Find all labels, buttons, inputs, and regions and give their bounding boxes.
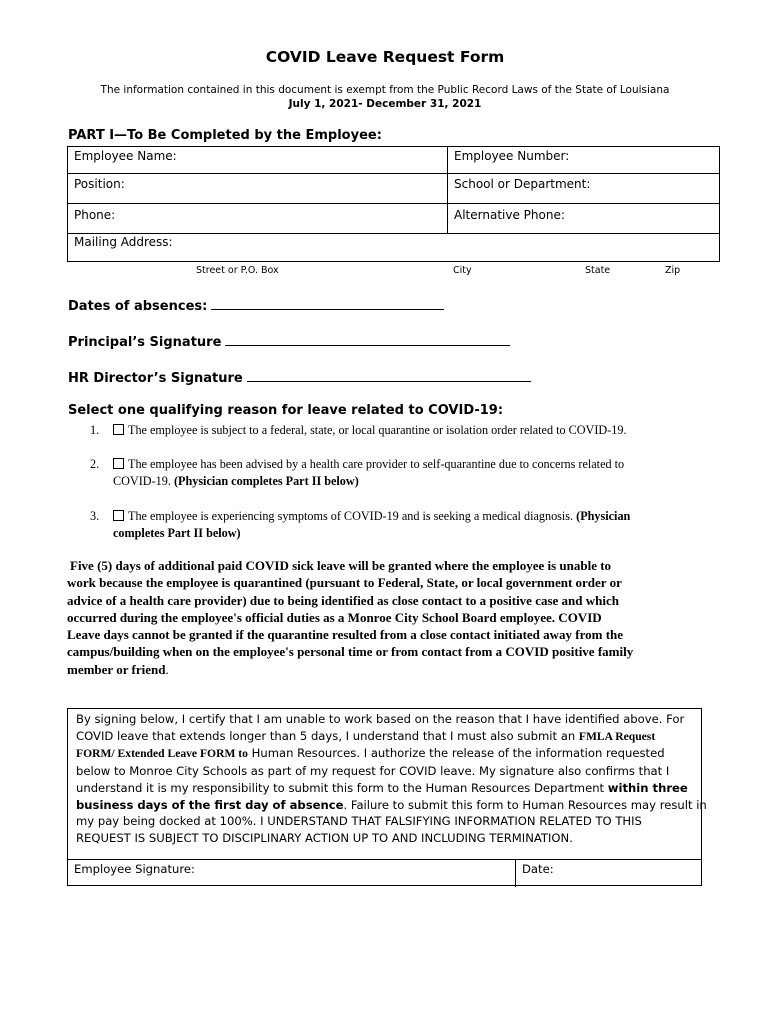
principal-signature-label: Principal’s Signature <box>68 335 222 350</box>
reason-heading: Select one qualifying reason for leave related to COVID-19: <box>68 403 504 418</box>
hr-director-signature-row <box>68 369 531 386</box>
employee-info-table <box>67 146 720 262</box>
cert-deadline-bold: within three <box>607 780 688 795</box>
table-row <box>68 859 701 887</box>
cert-line <box>76 728 696 746</box>
policy-line: advice of a health care provider) due to being identified as close contact to a positive case and which <box>67 592 619 608</box>
cert-text-span: COVID leave that extends longer than 5 days, I understand that I must also submit an <box>76 728 579 743</box>
cert-line <box>76 780 696 797</box>
cert-line <box>76 797 707 814</box>
table-row <box>68 174 719 204</box>
policy-line <box>67 661 717 678</box>
hr-director-signature-label: HR Director’s Signature <box>68 371 243 386</box>
reason-3-text: The employee is experiencing symptoms of COVID-19 and is seeking a medical diagnosis. <box>128 509 574 523</box>
reason-2-text: The employee has been advised by a health care provider to self-quarantine due to concerns related to <box>128 457 625 471</box>
cert-fmla-bold: FMLA Request <box>578 729 656 743</box>
dates-of-absences-label: Dates of absences: <box>68 299 208 314</box>
employee-number-field[interactable] <box>447 147 720 173</box>
certification-box <box>67 708 707 886</box>
form-title: COVID Leave Request Form <box>265 48 505 66</box>
phone-label: Phone: <box>74 208 116 222</box>
employee-name-field[interactable] <box>68 147 448 173</box>
cert-line: below to Monroe City Schools as part of my request for COVID leave. My signature also confirms that I <box>76 764 670 779</box>
reason-1-checkbox[interactable] <box>113 424 124 435</box>
address-city-sublabel: City <box>453 265 472 276</box>
certification-text <box>76 711 707 847</box>
date-field[interactable] <box>515 860 701 887</box>
reason-1-text: The employee is subject to a federal, state, or local quarantine or isolation order related to COVID-19. <box>128 423 627 437</box>
mailing-address-label: Mailing Address: <box>74 235 173 249</box>
address-state-sublabel: State <box>585 265 611 276</box>
reason-3-checkbox[interactable] <box>113 510 124 521</box>
alt-phone-label: Alternative Phone: <box>454 208 565 222</box>
reason-number: 3. <box>90 509 100 523</box>
cert-text-span: Human Resources. I authorize the release of the information requested <box>247 746 665 761</box>
policy-line: occurred during the employee's official duties as a Monroe City School Board employee. COVID <box>67 609 602 625</box>
reason-number: 2. <box>90 457 100 471</box>
policy-line: Five (5) days of additional paid COVID sick leave will be granted where the employee is unable to <box>70 558 612 573</box>
policy-line: Leave days cannot be granted if the quarantine resulted from a close contact initiated away from the <box>67 627 624 643</box>
employee-signature-label: Employee Signature: <box>74 862 195 876</box>
reason-number: 1. <box>90 423 100 437</box>
address-street-sublabel: Street or P.O. Box <box>196 265 279 276</box>
principal-signature-line[interactable] <box>225 333 510 346</box>
table-row <box>68 204 719 234</box>
school-department-field[interactable] <box>447 174 720 203</box>
cert-form-bold: FORM/ Extended Leave FORM to <box>76 747 248 761</box>
employee-signature-field[interactable] <box>68 860 516 887</box>
list-item <box>90 422 730 442</box>
address-zip-sublabel: Zip <box>665 265 681 276</box>
part1-heading: PART I—To Be Completed by the Employee: <box>68 128 382 143</box>
employee-number-label: Employee Number: <box>454 149 570 163</box>
reason-2-checkbox[interactable] <box>113 458 124 469</box>
table-row <box>68 147 719 174</box>
reason-3-note-cont: completes Part II below) <box>113 526 241 540</box>
public-record-notice: The information contained in this document is exempt from the Public Record Laws of the State of Louisiana <box>100 84 670 96</box>
position-label: Position: <box>74 177 125 191</box>
policy-last-bold: member or friend <box>67 661 166 677</box>
reason-2-text-cont: COVID-19. <box>113 474 171 488</box>
cert-line: my pay being docked at 100%. I UNDERSTAND THAT FALSIFYING INFORMATION RELATED TO THIS <box>76 814 642 829</box>
dates-of-absences-line[interactable] <box>211 297 444 310</box>
reason-2-note: (Physician completes Part II below) <box>173 474 359 488</box>
policy-line: campus/building when on the employee's personal time or from contact from a COVID positive family <box>67 644 634 660</box>
date-label: Date: <box>522 862 554 876</box>
cert-text-span: understand it is my responsibility to submit this form to the Human Resources Department <box>76 780 608 795</box>
policy-last-end: . <box>165 661 169 677</box>
effective-period: July 1, 2021- December 31, 2021 <box>288 98 482 110</box>
principal-signature-row <box>68 333 510 350</box>
cert-text-span: . Failure to submit this form to Human Resources may result in <box>343 797 707 812</box>
policy-paragraph <box>67 557 717 678</box>
phone-field[interactable] <box>68 204 448 233</box>
table-row <box>68 234 719 262</box>
cert-line <box>76 745 696 763</box>
mailing-address-field[interactable] <box>68 234 720 262</box>
position-field[interactable] <box>68 174 448 203</box>
reason-3-note: (Physician <box>576 509 631 523</box>
cert-deadline-bold: business days of the first day of absence <box>76 797 344 812</box>
hr-director-signature-line[interactable] <box>247 369 531 382</box>
cert-line: REQUEST IS SUBJECT TO DISCIPLINARY ACTION UP TO AND INCLUDING TERMINATION. <box>76 830 573 845</box>
cert-line: By signing below, I certify that I am unable to work based on the reason that I have identified above. For <box>76 712 685 726</box>
alt-phone-field[interactable] <box>447 204 720 233</box>
school-department-label: School or Department: <box>454 177 591 191</box>
dates-of-absences-row <box>68 297 444 314</box>
list-item <box>90 508 730 544</box>
list-item <box>90 456 730 492</box>
employee-name-label: Employee Name: <box>74 149 177 163</box>
policy-line: work because the employee is quarantined (pursuant to Federal, State, or local government order or <box>67 575 622 591</box>
